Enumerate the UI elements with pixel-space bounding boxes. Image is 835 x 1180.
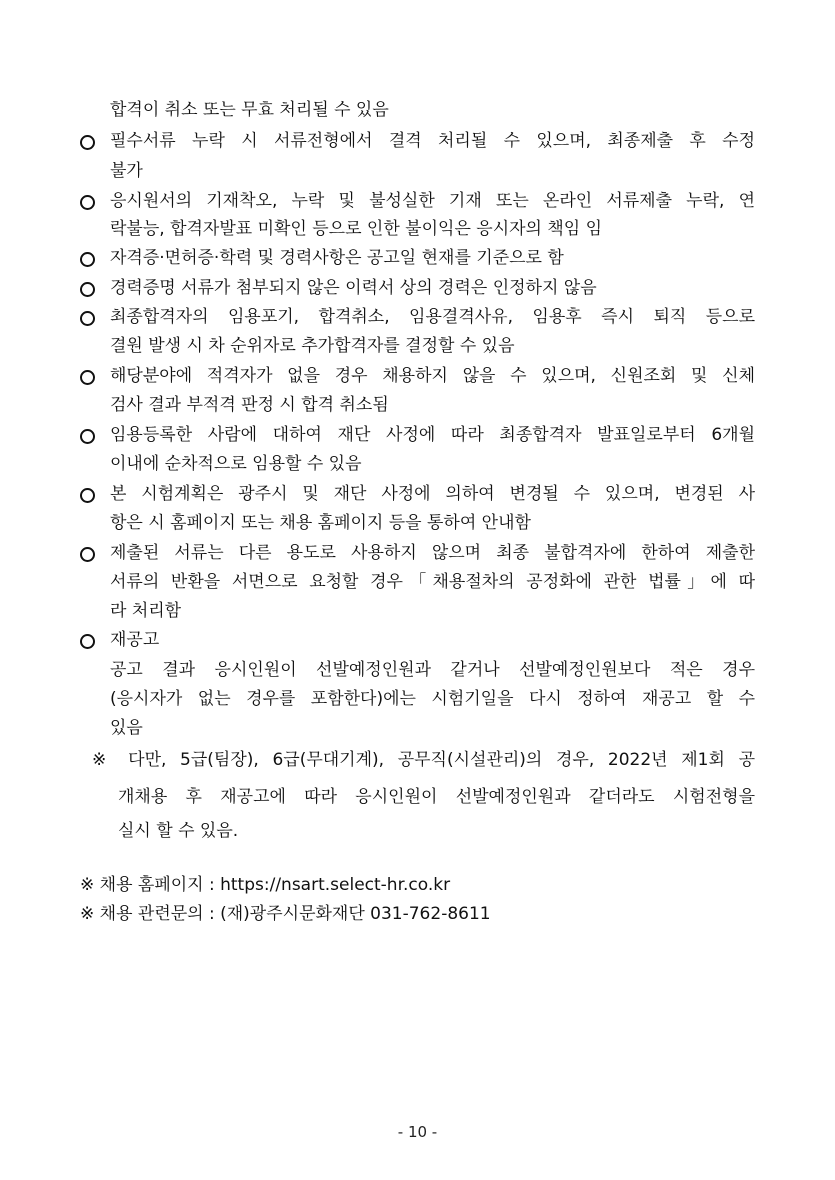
circle-bullet-icon [80,365,95,391]
circle-bullet-icon [80,483,95,509]
text-line: 있음 [110,718,143,738]
text-line: 자격증·면허증·학력 및 경력사항은 공고일 현재를 기준으로 함 [110,248,564,268]
page-number: - 10 - [397,1123,438,1141]
circle-bullet-icon [80,130,95,156]
text-line: (응시자가 없는 경우를 포함한다)에는 시험기일을 다시 정하여 재공고 할 수 [110,689,755,709]
note-line: ※ 다만, 5급(팀장), 6급(무대기계), 공무직(시설관리)의 경우, 2022년 제1회 공 [92,750,755,770]
recruitment-contact: ※ 채용 관련문의 : (재)광주시문화재단 031-762-8611 [80,904,491,924]
text-line: 락불능, 합격자발표 미확인 등으로 인한 불이익은 응시자의 책임 임 [110,219,603,239]
circle-bullet-icon [80,190,95,216]
circle-bullet-icon [80,277,95,303]
text-line: 서류의 반환을 서면으로 요청할 경우「채용절차의 공정화에 관한 법률」에 따 [110,572,755,592]
text-line: 임용등록한 사람에 대하여 재단 사정에 따라 최종합격자 발표일로부터 6개월 [110,425,755,445]
text-line: 불가 [110,161,143,181]
text-line: 검사 결과 부적격 판정 시 합격 취소됨 [110,395,389,415]
text-line: 라 처리함 [110,601,182,621]
text-line: 결원 발생 시 차 순위자로 추가합격자를 결정할 수 있음 [110,336,515,356]
circle-bullet-icon [80,542,95,568]
text-line: 본 시험계획은 광주시 및 재단 사정에 의하여 변경될 수 있으며, 변경된 사 [110,484,755,504]
circle-bullet-icon [80,424,95,450]
text-line: 응시원서의 기재착오, 누락 및 불성실한 기재 또는 온라인 서류제출 누락, 연 [110,191,755,211]
text-line: 필수서류 누락 시 서류전형에서 결격 처리될 수 있으며, 최종제출 후 수정 [110,131,755,151]
circle-bullet-icon [80,629,95,655]
note-line: 개채용 후 재공고에 따라 응시인원이 선발예정인원과 같더라도 시험전형을 [118,787,755,807]
circle-bullet-icon [80,247,95,273]
text-line: 해당분야에 적격자가 없을 경우 채용하지 않을 수 있으며, 신원조회 및 신체 [110,366,755,386]
text-line: 이내에 순차적으로 임용할 수 있음 [110,454,362,474]
recruitment-homepage: ※ 채용 홈페이지 : https://nsart.select-hr.co.kr [80,875,451,895]
text-line: 공고 결과 응시인원이 선발예정인원과 같거나 선발예정인원보다 적은 경우 [110,660,755,680]
circle-bullet-icon [80,306,95,332]
note-line: 실시 할 수 있음. [118,821,239,841]
text-line: 항은 시 홈페이지 또는 채용 홈페이지 등을 통하여 안내함 [110,513,531,533]
text-line: 합격이 취소 또는 무효 처리될 수 있음 [110,100,389,120]
text-line: 제출된 서류는 다른 용도로 사용하지 않으며 최종 불합격자에 한하여 제출한 [110,543,755,563]
section-heading: 재공고 [110,630,160,650]
text-line: 경력증명 서류가 첨부되지 않은 이력서 상의 경력은 인정하지 않음 [110,278,597,298]
text-line: 최종합격자의 임용포기, 합격취소, 임용결격사유, 임용후 즉시 퇴직 등으로 [110,307,755,327]
